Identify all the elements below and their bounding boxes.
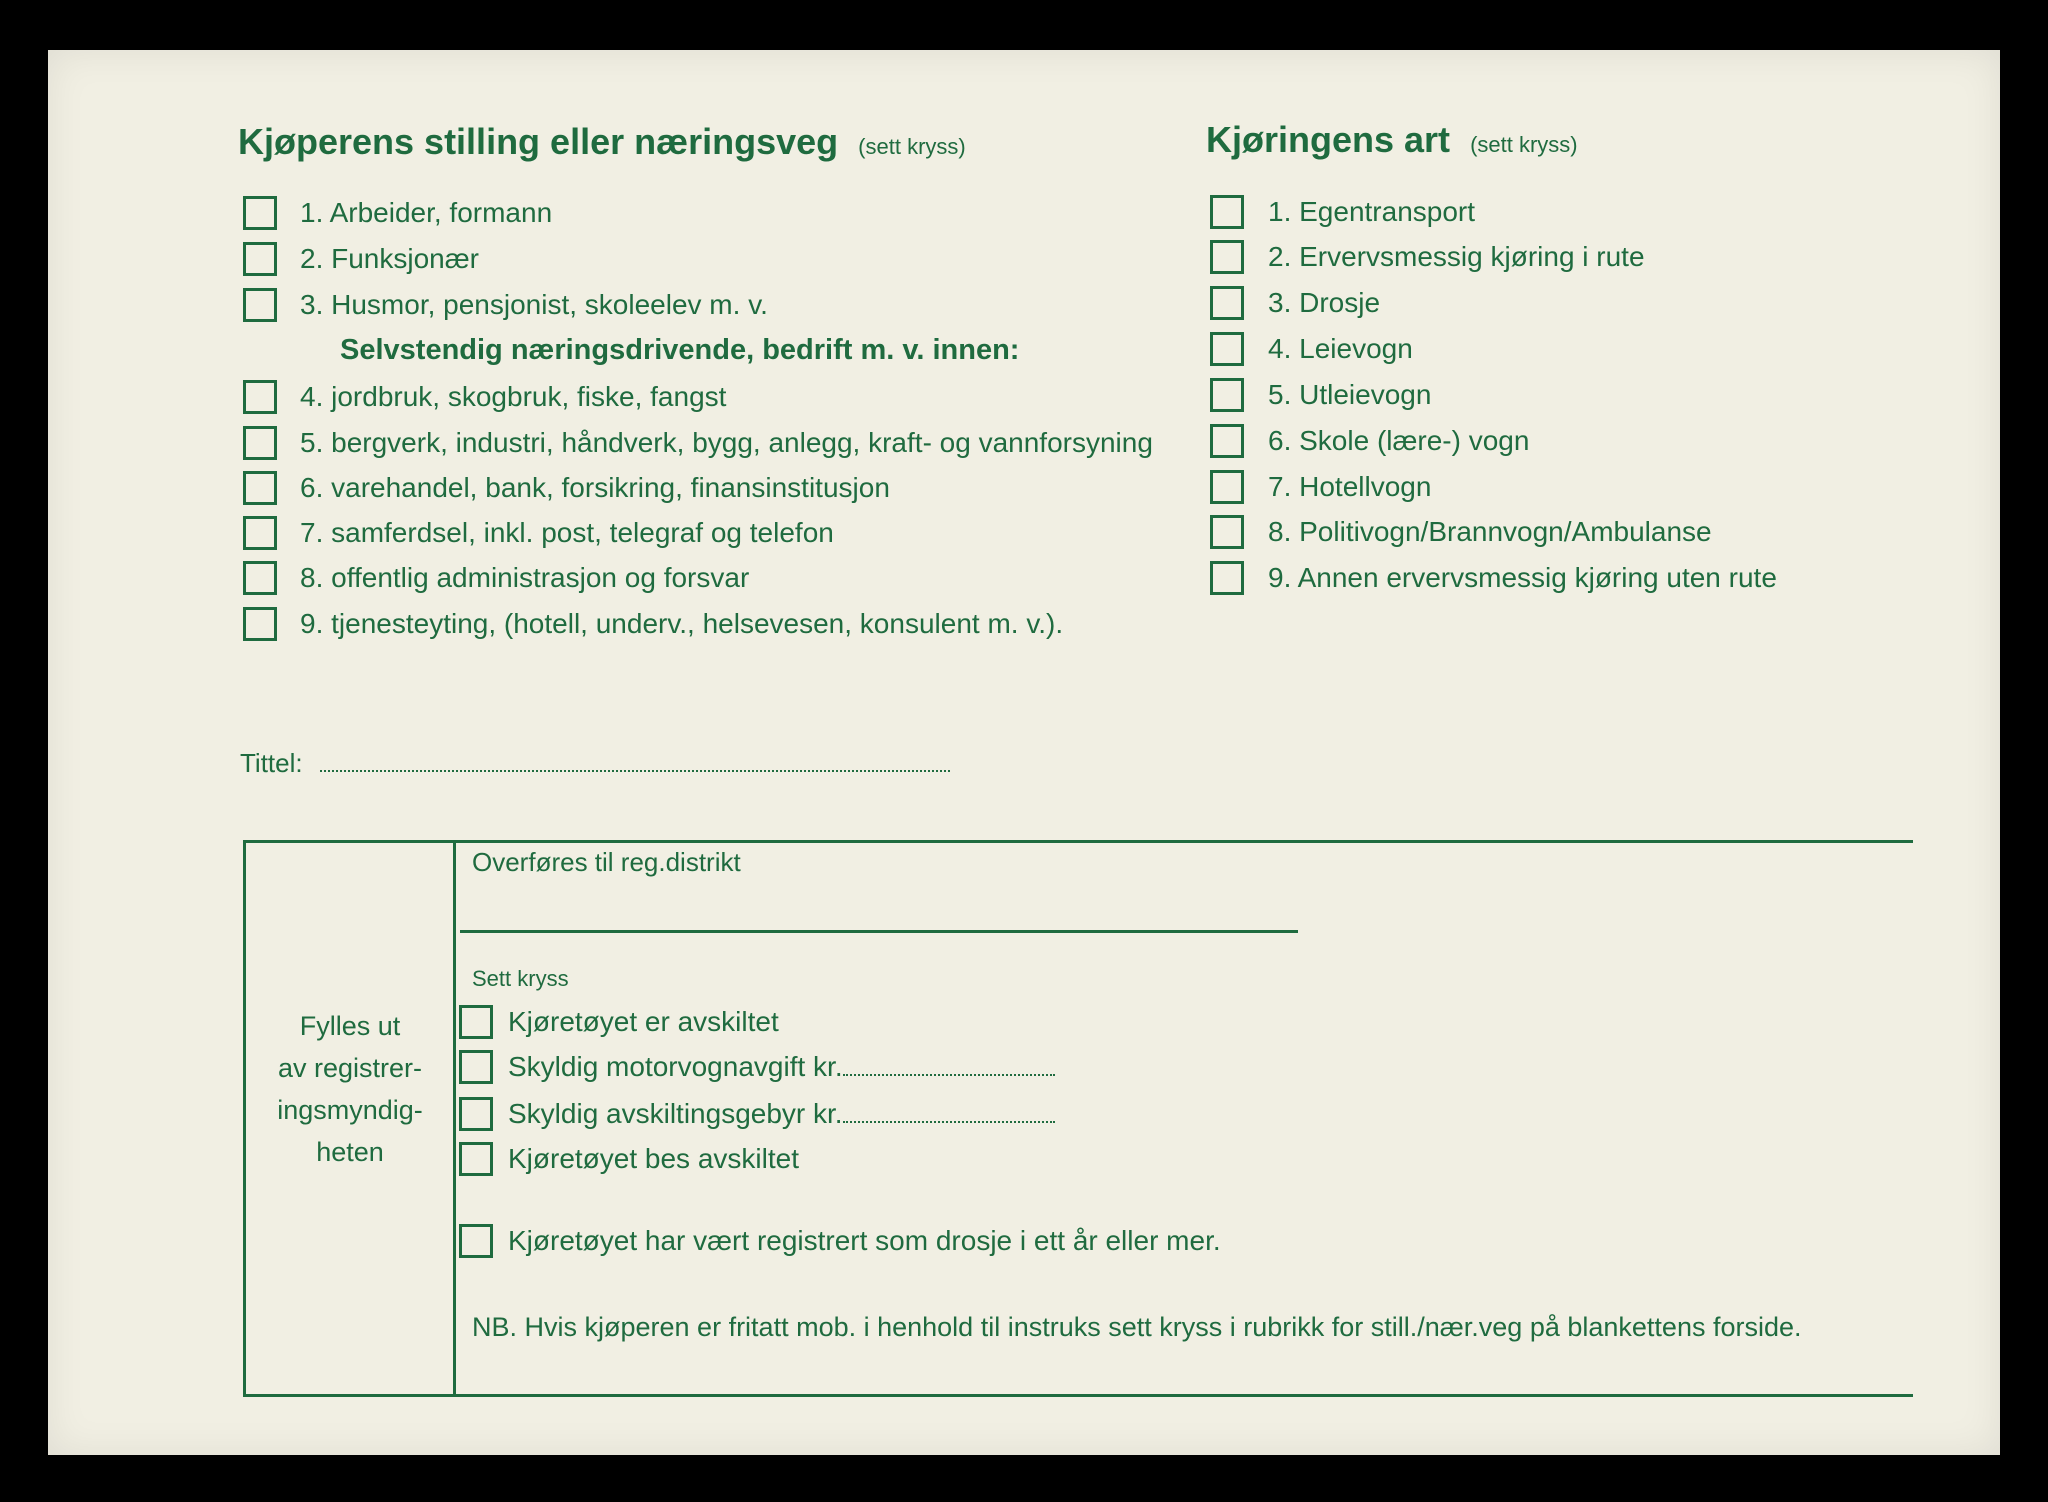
checkbox-avskiltingsgebyr[interactable]	[459, 1097, 493, 1131]
checkbox-hotellvogn[interactable]	[1210, 470, 1244, 504]
option-label: 7. Hotellvogn	[1268, 471, 1432, 502]
registry-divider	[453, 840, 456, 1396]
transfer-district-line[interactable]	[460, 930, 1298, 933]
checkbox-skolevogn[interactable]	[1210, 424, 1244, 458]
buyer-occupation-heading: Kjøperens stilling eller næringsveg (sett kryss)	[238, 121, 966, 162]
option-label: 5. bergverk, industri, håndverk, bygg, anlegg, kraft- og vannforsyning	[300, 427, 1153, 458]
option-label: 9. Annen ervervsmessig kjøring uten rute	[1268, 562, 1777, 593]
checkbox-jordbruk[interactable]	[243, 380, 277, 414]
registry-option-label: Kjøretøyet har vært registrert som drosje i ett år eller mer.	[508, 1225, 1221, 1256]
option-label: 1. Arbeider, formann	[300, 197, 553, 228]
checkbox-varehandel[interactable]	[243, 471, 277, 505]
option-label: 4. jordbruk, skogbruk, fiske, fangst	[300, 381, 727, 412]
driving-heading-note: (sett kryss)	[1470, 132, 1578, 157]
option-label: 6. Skole (lære-) vogn	[1268, 425, 1530, 456]
checkbox-offentlig[interactable]	[243, 561, 277, 595]
avskiltingsgebyr-amount-field[interactable]	[843, 1121, 1055, 1123]
checkbox-arbeider[interactable]	[243, 196, 277, 230]
option-label: 8. Politivogn/Brannvogn/Ambulanse	[1268, 516, 1712, 547]
registry-option-label: Kjøretøyet bes avskiltet	[508, 1143, 799, 1174]
buyer-heading-note: (sett kryss)	[858, 134, 966, 159]
registry-option-label: Skyldig motorvognavgift kr.	[508, 1050, 1055, 1084]
nb-note: NB. Hvis kjøperen er fritatt mob. i henhold til instruks sett kryss i rubrikk for still./nær.veg på blankettens forside.	[472, 1312, 1802, 1342]
option-label: 1. Egentransport	[1268, 196, 1476, 227]
title-field-label: Tittel:	[240, 748, 303, 778]
side-label-line: Fylles ut	[299, 1011, 401, 1041]
registry-left-rule	[243, 840, 246, 1396]
checkbox-annen[interactable]	[1210, 561, 1244, 595]
title-field-line[interactable]	[320, 770, 950, 772]
checkbox-rute[interactable]	[1210, 240, 1244, 274]
checkbox-drosje[interactable]	[1210, 286, 1244, 320]
checkbox-leievogn[interactable]	[1210, 332, 1244, 366]
checkbox-utleievogn[interactable]	[1210, 378, 1244, 412]
checkbox-bergverk[interactable]	[243, 426, 277, 460]
checkbox-avskiltet[interactable]	[459, 1005, 493, 1039]
transfer-district-label: Overføres til reg.distrikt	[472, 847, 741, 877]
registry-option-label: Kjøretøyet er avskiltet	[508, 1006, 779, 1037]
option-label: 2. Ervervsmessig kjøring i rute	[1268, 241, 1645, 272]
option-label: 3. Husmor, pensjonist, skoleelev m. v.	[300, 289, 768, 320]
registry-top-rule	[243, 840, 1913, 843]
checkbox-bes-avskiltet[interactable]	[459, 1142, 493, 1176]
driving-type-heading: Kjøringens art (sett kryss)	[1206, 119, 1578, 160]
option-label: 8. offentlig administrasjon og forsvar	[300, 562, 750, 593]
side-label-line: av registrer-	[277, 1053, 423, 1083]
option-label: 2. Funksjonær	[300, 243, 479, 274]
option-label: 6. varehandel, bank, forsikring, finansinstitusjon	[300, 472, 890, 503]
side-label-line: heten	[316, 1137, 384, 1167]
checkbox-tjenesteyting[interactable]	[243, 607, 277, 641]
motorvognavgift-amount-field[interactable]	[843, 1074, 1055, 1076]
option-label: 9. tjenesteyting, (hotell, underv., helsevesen, konsulent m. v.).	[300, 608, 1064, 639]
checkbox-drosje-ett-ar[interactable]	[459, 1224, 493, 1258]
registry-option-label: Skyldig avskiltingsgebyr kr.	[508, 1097, 1055, 1131]
checkbox-husmor[interactable]	[243, 288, 277, 322]
registry-side-label	[250, 1005, 450, 1173]
checkbox-politivogn[interactable]	[1210, 515, 1244, 549]
option-label: 4. Leievogn	[1268, 333, 1413, 364]
option-label: 7. samferdsel, inkl. post, telegraf og telefon	[300, 517, 834, 548]
registry-bottom-rule	[243, 1394, 1913, 1397]
checkbox-egentransport[interactable]	[1210, 195, 1244, 229]
check-note: Sett kryss	[472, 966, 569, 991]
option-label: 5. Utleievogn	[1268, 379, 1432, 410]
self-employed-subheading: Selvstendig næringsdrivende, bedrift m. v. innen:	[340, 334, 1020, 366]
side-label-line: ingsmyndig-	[277, 1095, 423, 1125]
checkbox-motorvognavgift[interactable]	[459, 1050, 493, 1084]
checkbox-funksjonaer[interactable]	[243, 242, 277, 276]
option-label: 3. Drosje	[1268, 287, 1381, 318]
checkbox-samferdsel[interactable]	[243, 516, 277, 550]
